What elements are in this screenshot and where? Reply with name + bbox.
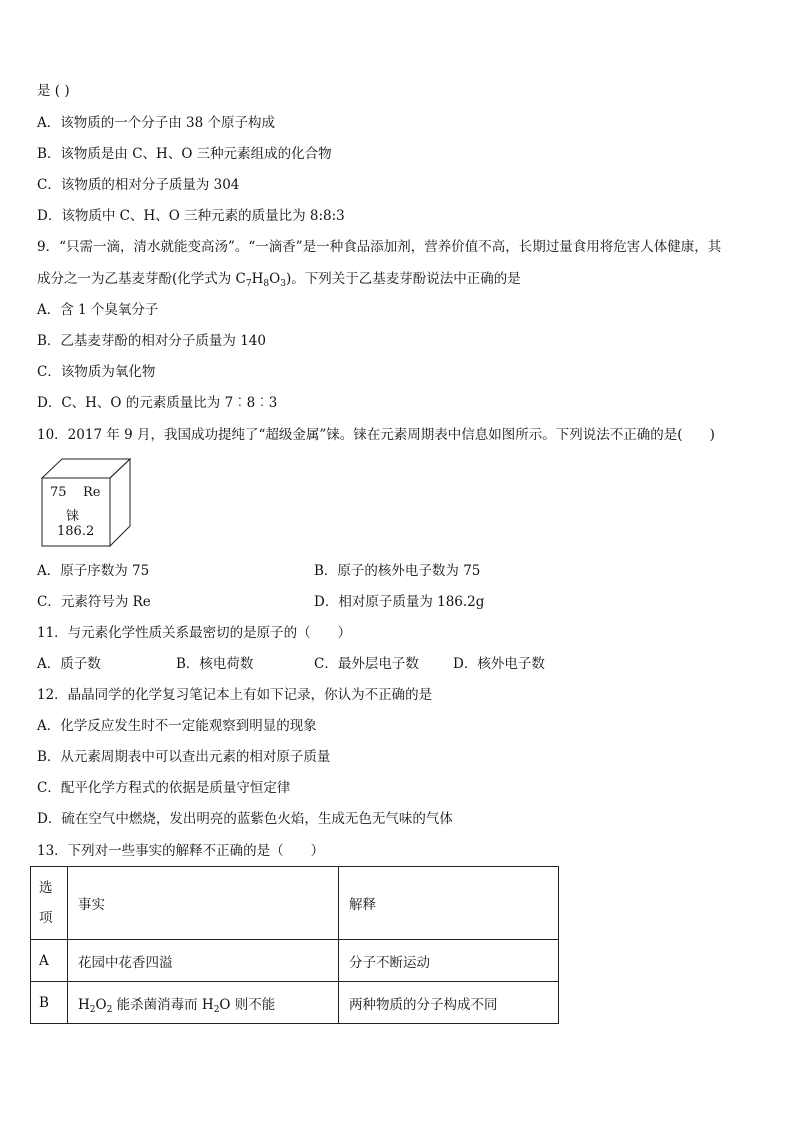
table-cell-option: B <box>31 982 68 1024</box>
header-option-char: 项 <box>39 910 53 926</box>
q8-stem-tail: 是 ( ) <box>37 83 70 99</box>
q12-option-a: A．化学反应发生时不一定能观察到明显的现象 <box>37 718 317 734</box>
q9-formula-sub: 3 <box>280 279 286 289</box>
q11-stem: 11．与元素化学性质关系最密切的是原子的（ ） <box>37 625 352 641</box>
q9-option-d: D．C、H、O 的元素质量比为 7︰8︰3 <box>37 395 278 411</box>
table-cell-fact <box>68 982 339 1024</box>
q13-stem: 13．下列对一些事实的解释不正确的是（ ） <box>37 843 325 859</box>
table-cell-fact: 花园中花香四溢 <box>68 940 339 982</box>
q9-stem-line2 <box>37 270 521 288</box>
q10-option-a: A．原子序数为 75 <box>37 563 150 579</box>
element-atomic-mass: 186.2 <box>57 524 95 539</box>
element-symbol: Re <box>83 485 101 500</box>
table-row <box>31 940 559 982</box>
q10-option-c: C．元素符号为 Re <box>37 594 151 610</box>
table-row <box>31 982 559 1024</box>
q10-option-d: D．相对原子质量为 186.2g <box>314 594 485 610</box>
table-header-explain: 解释 <box>339 867 559 940</box>
table-header-option <box>31 867 68 940</box>
q8-option-a: A．该物质的一个分子由 38 个原子构成 <box>37 115 276 131</box>
q8-option-b: B．该物质是由 C、H、O 三种元素组成的化合物 <box>37 146 332 162</box>
q11-option-b: B．核电荷数 <box>176 656 254 672</box>
q8-option-d: D．该物质中 C、H、O 三种元素的质量比为 8:8:3 <box>37 208 345 224</box>
q11-option-d: D．核外电子数 <box>453 656 545 672</box>
q12-option-b: B．从元素周期表中可以查出元素的相对原子质量 <box>37 749 331 765</box>
q13-fact-table <box>30 866 559 1024</box>
q10-option-b: B．原子的核外电子数为 75 <box>314 563 481 579</box>
fact-text: 能杀菌消毒而 H <box>112 996 214 1013</box>
table-cell-explain: 分子不断运动 <box>339 940 559 982</box>
q8-option-c: C．该物质的相对分子质量为 304 <box>37 177 240 193</box>
fact-sub: 2 <box>106 1004 113 1015</box>
fact-text: O 则不能 <box>219 996 276 1013</box>
q9-option-a: A．含 1 个臭氧分子 <box>37 302 159 318</box>
header-option-char: 选 <box>39 880 53 896</box>
table-header-fact: 事实 <box>68 867 339 940</box>
q9-option-c: C．该物质为氧化物 <box>37 364 156 380</box>
q9-formula-sub: 8 <box>263 279 270 289</box>
q9-stem-line1: 9．“只需一滴，清水就能变高汤”。“一滴香”是一种食品添加剂，营养价值不高，长期过量食用将危害人体健康，其 <box>37 239 722 255</box>
q9-formula-part: H <box>251 271 264 287</box>
q11-option-a: A．质子数 <box>37 656 101 672</box>
table-cell-option: A <box>31 940 68 982</box>
q11-option-c: C．最外层电子数 <box>314 656 419 672</box>
element-cell-rhenium <box>41 458 131 546</box>
q9-formula-part: O <box>269 271 281 287</box>
fact-sub: 2 <box>213 1004 220 1015</box>
q12-stem: 12．晶晶同学的化学复习笔记本上有如下记录，你认为不正确的是 <box>37 687 433 703</box>
q10-stem: 10．2017 年 9 月，我国成功提纯了“超级金属”铼。铼在元素周期表中信息如图所示。下列说法不正确的是( ) <box>37 427 715 443</box>
q9-line2-suffix: )。下列关于乙基麦芽酚说法中正确的是 <box>285 271 521 287</box>
fact-text: O <box>95 996 107 1013</box>
q12-option-d: D．硫在空气中燃烧，发出明亮的蓝紫色火焰，生成无色无气味的气体 <box>37 811 453 827</box>
q9-formula-sub: 7 <box>245 279 252 289</box>
table-header-row <box>31 867 559 940</box>
fact-text: H <box>78 996 90 1013</box>
q9-line2-prefix: 成分之一为乙基麦芽酚(化学式为 C <box>37 271 246 287</box>
element-atomic-number: 75 <box>50 485 67 500</box>
q12-option-c: C．配平化学方程式的依据是质量守恒定律 <box>37 780 291 796</box>
fact-sub: 2 <box>89 1004 96 1015</box>
table-cell-explain: 两种物质的分子构成不同 <box>339 982 559 1024</box>
element-name: 铼 <box>66 509 80 524</box>
q9-option-b: B．乙基麦芽酚的相对分子质量为 140 <box>37 333 266 349</box>
